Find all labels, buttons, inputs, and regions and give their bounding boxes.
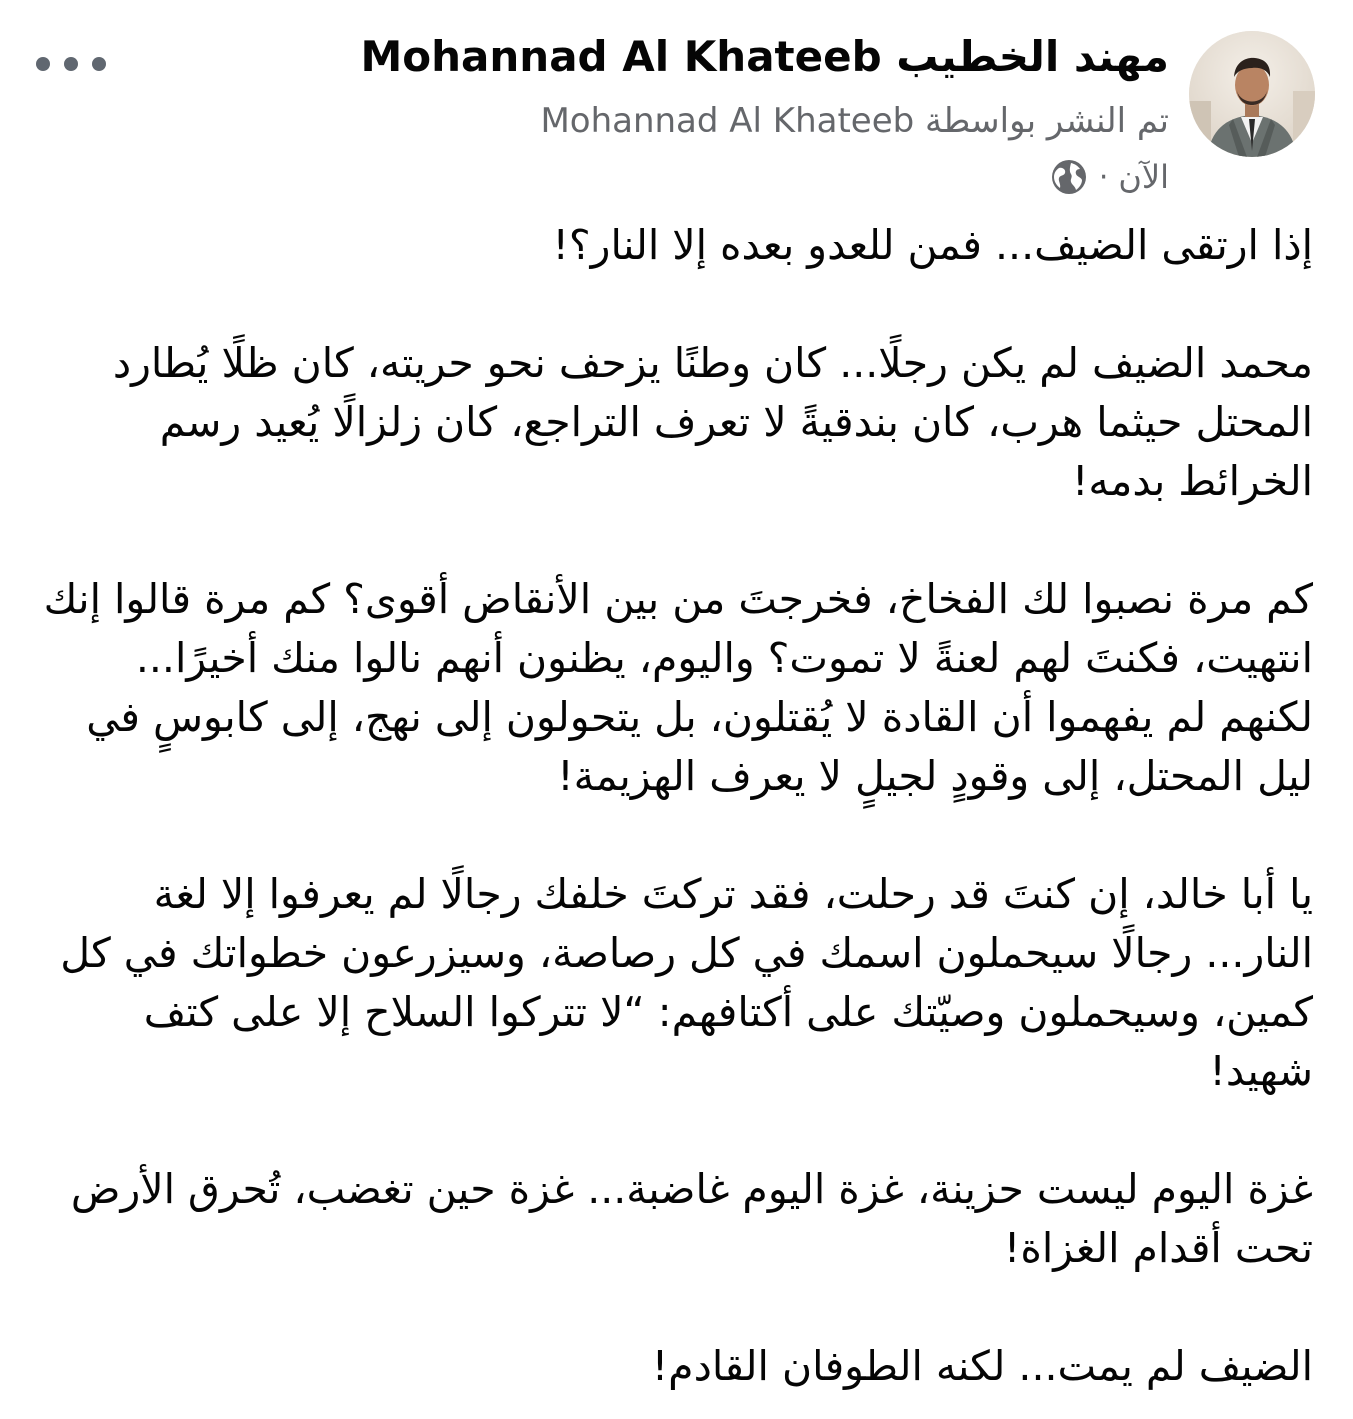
author-name[interactable]: Mohannad Al Khateeb مهند الخطيب <box>360 32 1169 81</box>
meta-separator: · <box>1098 159 1109 195</box>
more-options-button[interactable] <box>36 44 106 84</box>
post-header <box>0 0 1353 210</box>
post-paragraph: غزة اليوم ليست حزينة، غزة اليوم غاضبة... غزة حين تغضب، تُحرق الأرض تحت أقدام الغزاة! <box>70 1165 1313 1272</box>
post-paragraph: كم مرة نصبوا لك الفخاخ، فخرجتَ من بين الأنقاض أقوى؟ كم مرة قالوا إنك انتهيت، فكنتَ لهم لعنةً لا تموت؟ واليوم، يظنون أنهم نالوا منك أخيرًا... لكنهم لم يفهموا أن القادة لا يُقتلون، بل يتحولون إلى نهج، إلى كابوسٍ في ليل المحتل، إلى وقودٍ لجيلٍ لا يعرف الهزيمة! <box>43 575 1313 800</box>
more-options-dot <box>64 57 78 71</box>
post-body <box>33 216 1313 1396</box>
more-options-dot <box>92 57 106 71</box>
post-paragraph: يا أبا خالد، إن كنتَ قد رحلت، فقد تركتَ خلفك رجالًا لم يعرفوا إلا لغة النار... رجالًا سيحملون اسمك في كل رصاصة، وسيزرعون خطواتك في كل كمين، وسيحملون وصيّتك على أكتافهم: “لا تتركوا السلاح إلا على كتف شهيد! <box>60 870 1313 1095</box>
post-timestamp[interactable]: الآن <box>1118 158 1169 196</box>
post-paragraph: إذا ارتقى الضيف... فمن للعدو بعده إلا النار؟! <box>552 221 1313 269</box>
author-avatar[interactable] <box>1189 31 1315 157</box>
post-paragraph: الضيف لم يمت... لكنه الطوفان القادم! <box>651 1342 1313 1390</box>
post-meta <box>1049 154 1169 200</box>
posted-by-label: تم النشر بواسطة Mohannad Al Khateeb <box>540 101 1169 141</box>
post-paragraph: محمد الضيف لم يكن رجلًا... كان وطنًا يزحف نحو حريته، كان ظلًا يُطارد المحتل حيثما هرب، كان بندقيةً لا تعرف التراجع، كان زلزالًا يُعيد رسم الخرائط بدمه! <box>112 339 1313 505</box>
more-options-dot <box>36 57 50 71</box>
globe-icon[interactable] <box>1049 157 1089 197</box>
